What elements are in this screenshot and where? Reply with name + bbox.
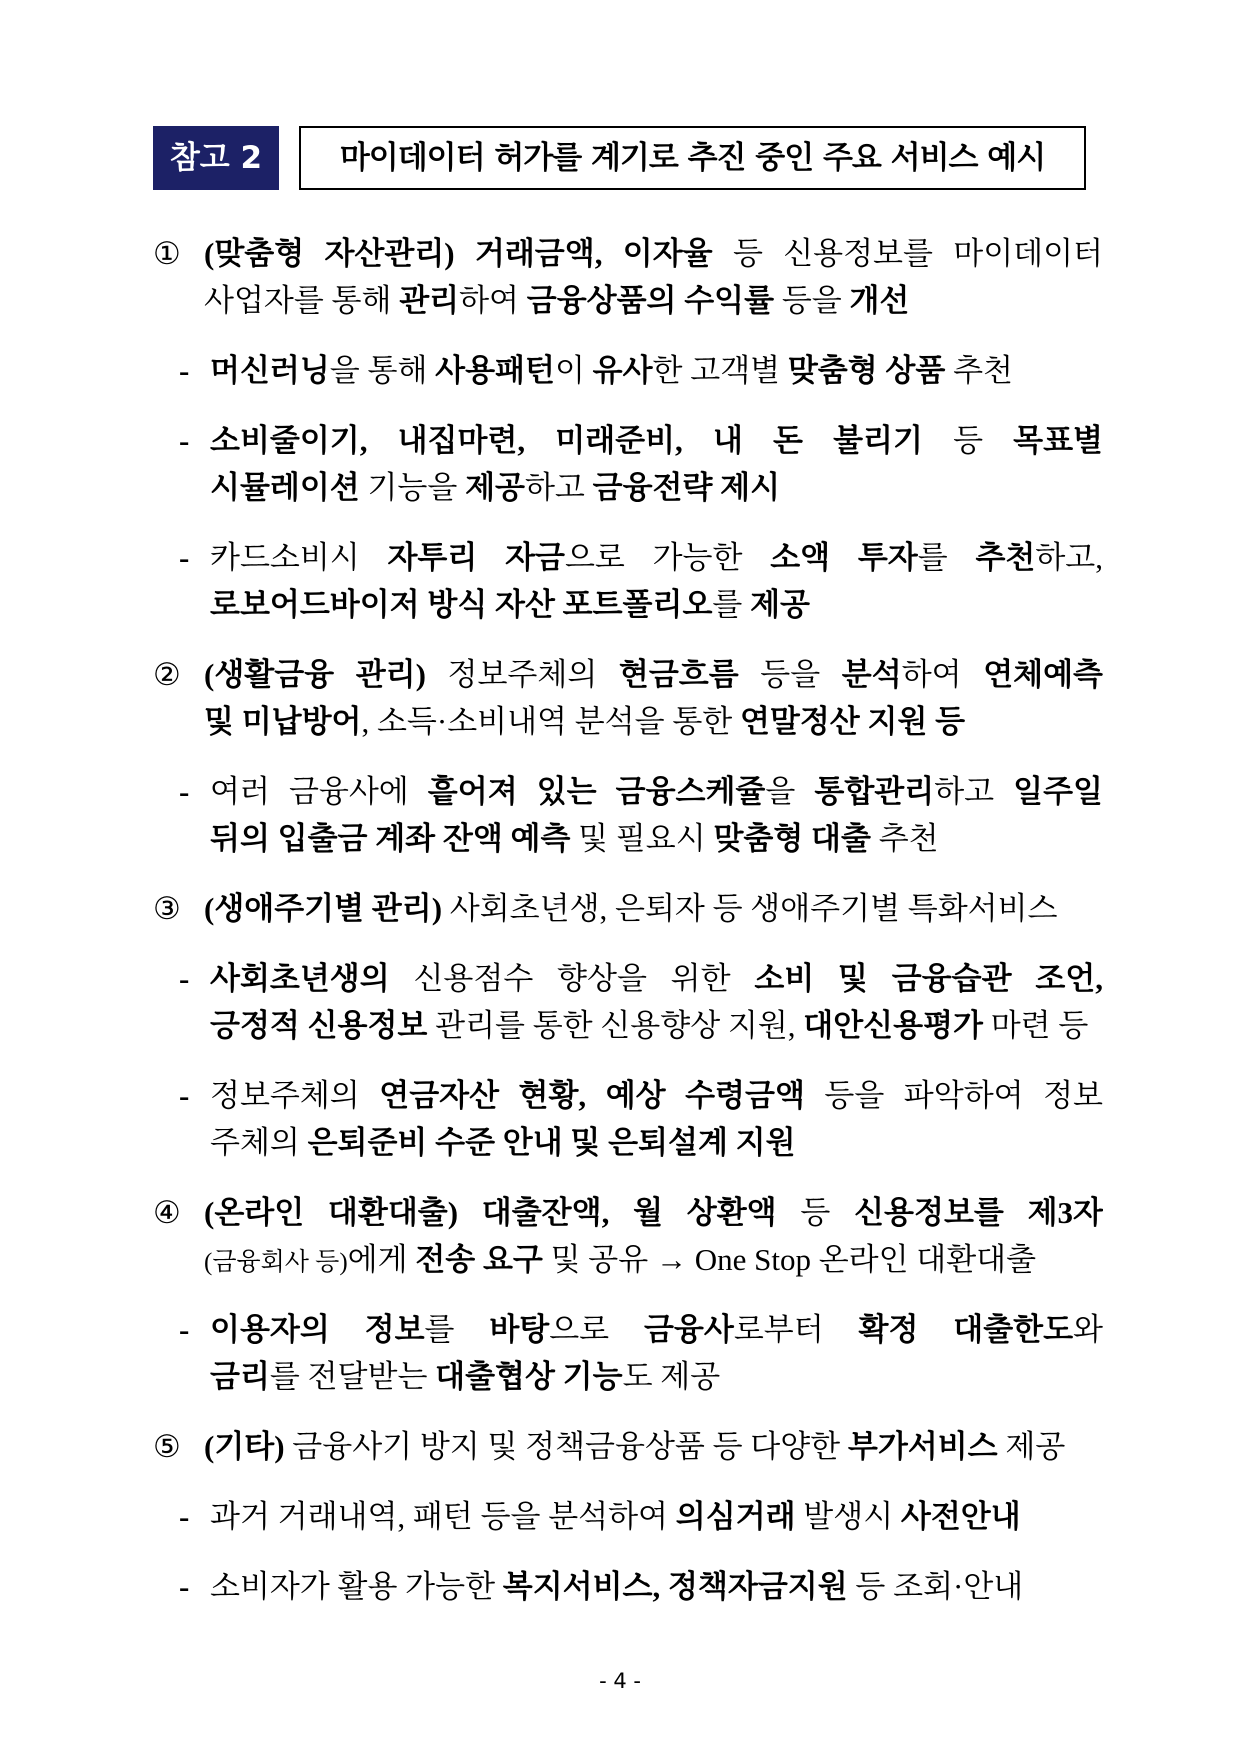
emphasis-text: 부가서비스 [847, 1429, 998, 1464]
bullet-dash: - [179, 423, 190, 458]
emphasis-text: 일주일 [1013, 774, 1103, 809]
item-number-marker: ① [153, 236, 181, 271]
body-text: 주체의 [210, 1125, 308, 1160]
body-text: 기능을 [359, 470, 466, 505]
item-number-marker: ④ [153, 1195, 181, 1230]
emphasis-text: 대안신용평가 [803, 1008, 983, 1043]
emphasis-text: 흩어져 있는 금융스케쥴 [427, 774, 766, 809]
item-number-marker: ③ [153, 891, 181, 926]
service-item-1 [153, 230, 1103, 324]
item-number-marker: ⑤ [153, 1429, 181, 1464]
emphasis-text: 자투리 자금 [387, 540, 565, 575]
body-text: 으로 [549, 1312, 644, 1347]
page-number: - 4 - [599, 1669, 641, 1693]
text-line [210, 815, 1103, 862]
emphasis-text: 연말정산 지원 등 [739, 704, 966, 739]
body-text: 하고 [934, 774, 1014, 809]
emphasis-text: 연금자산 현황, 예상 수령금액 [379, 1078, 805, 1113]
emphasis-text: 금융전략 제시 [592, 470, 781, 505]
emphasis-text: 맞춤형 상품 [787, 353, 946, 388]
emphasis-text: 및 미납방어 [204, 704, 362, 739]
text-line [210, 1119, 1103, 1166]
body-text: 등 [922, 423, 1014, 458]
emphasis-text: 금융상품의 수익률 [526, 283, 775, 318]
emphasis-text: 제공 [465, 470, 525, 505]
emphasis-text: 소액 투자 [770, 540, 918, 575]
service-item-2 [153, 651, 1103, 745]
emphasis-text: 유사 [592, 353, 653, 388]
body-text: 사회초년생, 은퇴자 등 생애주기별 특화서비스 [442, 891, 1058, 926]
text-line [204, 1189, 1103, 1236]
emphasis-text: (생애주기별 관리) [204, 891, 443, 926]
bullet-dash: - [179, 961, 190, 996]
body-text: 발생시 [795, 1499, 901, 1534]
emphasis-text: 소비줄이기, 내집마련, 미래준비, 내 돈 불리기 [210, 423, 923, 458]
body-text: 카드소비시 [210, 540, 388, 575]
note-text: (금융회사 등) [204, 1249, 348, 1276]
emphasis-text: 맞춤형 대출 [713, 821, 871, 856]
text-line [210, 768, 1103, 815]
emphasis-text: 금리 [210, 1359, 270, 1394]
bullet-dash: - [179, 540, 190, 575]
text-line [210, 1072, 1103, 1119]
body-text: 와 [1073, 1312, 1103, 1347]
text-line [204, 1423, 1103, 1470]
emphasis-text: 로보어드바이저 방식 자산 포트폴리오 [210, 587, 713, 622]
bullet-dash: - [179, 1569, 190, 1604]
text-line [210, 1306, 1103, 1353]
text-line [204, 230, 1103, 277]
body-text: 으로 가능한 [564, 540, 771, 575]
body-text: 등을 파악하여 정보 [804, 1078, 1103, 1113]
emphasis-text: 제공 [750, 587, 810, 622]
body-text: 및 필요시 [570, 821, 714, 856]
body-text: 추천 [870, 821, 939, 856]
text-line [210, 1493, 1103, 1540]
body-text: 를 [424, 1312, 490, 1347]
body-text: 를 전달받는 [269, 1359, 436, 1394]
body-text: 과거 거래내역, 패턴 등을 분석하여 [210, 1499, 676, 1534]
emphasis-text: (맞춤형 자산관리) 거래금액, 이자율 [204, 236, 713, 271]
sub-item [153, 1493, 1103, 1540]
sub-item [153, 534, 1103, 628]
body-text: 하고, [1035, 540, 1103, 575]
body-text: 정보주체의 [425, 657, 619, 692]
emphasis-text: 머신러닝 [210, 353, 330, 388]
body-text: 하고 [524, 470, 593, 505]
reference-label: 참고 2 [153, 126, 279, 190]
text-line [210, 534, 1103, 581]
body-text: 소비자가 활용 가능한 [210, 1569, 503, 1604]
body-text: 등을 [738, 657, 842, 692]
body-text: 를 [917, 540, 976, 575]
sub-item [153, 768, 1103, 862]
bullet-dash: - [179, 1499, 190, 1534]
emphasis-text: 확정 대출한도 [858, 1312, 1074, 1347]
sub-item [153, 417, 1103, 511]
body-text: 을 통해 [329, 353, 436, 388]
body-text: 도 제공 [622, 1359, 721, 1394]
emphasis-text: 목표별 [1013, 423, 1103, 458]
emphasis-text: 관리 [399, 283, 460, 318]
emphasis-text: 연체예측 [983, 657, 1103, 692]
body-text: 등 [776, 1195, 855, 1230]
body-text: 마련 등 [982, 1008, 1089, 1043]
text-line [210, 347, 1103, 394]
emphasis-text: 시뮬레이션 [210, 470, 360, 505]
emphasis-text: 소비 및 금융습관 조언, [754, 961, 1103, 996]
emphasis-text: 바탕 [489, 1312, 550, 1347]
emphasis-text: 개선 [849, 283, 910, 318]
sub-item [153, 347, 1103, 394]
emphasis-text: 의심거래 [675, 1499, 796, 1534]
emphasis-text: (생활금융 관리) [204, 657, 426, 692]
body-text: 사업자를 통해 [204, 283, 400, 318]
emphasis-text: 이용자의 정보 [210, 1312, 425, 1347]
emphasis-text: 사전안내 [900, 1499, 1021, 1534]
body-text: 하여 [459, 283, 527, 318]
body-text: 및 공유 → One Stop 온라인 대환대출 [542, 1242, 1037, 1277]
emphasis-text: 대출협상 기능 [435, 1359, 623, 1394]
emphasis-text: 전송 요구 [415, 1242, 543, 1277]
body-text: 신용점수 향상을 위한 [389, 961, 755, 996]
body-text: 등 신용정보를 마이데이터 [712, 236, 1103, 271]
emphasis-text: 사회초년생의 [210, 961, 390, 996]
text-line [210, 417, 1103, 464]
sub-item [153, 1563, 1103, 1610]
emphasis-text: 금융사 [643, 1312, 734, 1347]
text-line [204, 885, 1103, 932]
emphasis-text: 분석 [841, 657, 902, 692]
body-text: 등을 [774, 283, 850, 318]
body-text: 금융사기 방지 및 정책금융상품 등 다양한 [284, 1429, 848, 1464]
service-examples-list [153, 230, 1103, 1610]
body-text: 관리를 통한 신용향상 지원, [427, 1008, 804, 1043]
text-line [210, 1002, 1103, 1049]
bullet-dash: - [179, 774, 190, 809]
body-text: 하여 [901, 657, 984, 692]
item-number-marker: ② [153, 657, 181, 692]
body-text: 정보주체의 [210, 1078, 380, 1113]
page-title: 마이데이터 허가를 계기로 추진 중인 주요 서비스 예시 [299, 126, 1086, 190]
emphasis-text: 뒤의 입출금 계좌 잔액 예측 [210, 821, 571, 856]
body-text: 여러 금융사에 [210, 774, 428, 809]
body-text: 한 고객별 [652, 353, 788, 388]
sub-item [153, 955, 1103, 1049]
text-line [210, 1353, 1103, 1400]
emphasis-text: 복지서비스, 정책자금지원 [502, 1569, 848, 1604]
service-item-3 [153, 885, 1103, 932]
emphasis-text: (온라인 대환대출) 대출잔액, 월 상환액 [204, 1195, 777, 1230]
body-text: 제공 [997, 1429, 1066, 1464]
bullet-dash: - [179, 353, 190, 388]
emphasis-text: 추천 [975, 540, 1036, 575]
body-text: 를 [712, 587, 751, 622]
service-item-4 [153, 1189, 1103, 1283]
emphasis-text: 긍정적 신용정보 [210, 1008, 428, 1043]
body-text: 등 조회·안내 [847, 1569, 1024, 1604]
bullet-dash: - [179, 1078, 190, 1113]
body-text: , 소득·소비내역 분석을 통한 [361, 704, 740, 739]
text-line [204, 1236, 1103, 1283]
body-text: 을 [765, 774, 815, 809]
text-line [204, 651, 1103, 698]
body-text: 추천 [945, 353, 1013, 388]
text-line [210, 955, 1103, 1002]
text-line [204, 277, 1103, 324]
text-line [210, 464, 1103, 511]
text-line [210, 1563, 1103, 1610]
emphasis-text: 현금흐름 [618, 657, 739, 692]
sub-item [153, 1072, 1103, 1166]
sub-item [153, 1306, 1103, 1400]
emphasis-text: 신용정보를 제3자 [854, 1195, 1103, 1230]
emphasis-text: 사용패턴 [435, 353, 555, 388]
service-item-5 [153, 1423, 1103, 1470]
body-text: 에게 [347, 1242, 416, 1277]
text-line [204, 698, 1103, 745]
body-text: 로부터 [733, 1312, 859, 1347]
body-text: 이 [554, 353, 593, 388]
emphasis-text: 통합관리 [814, 774, 935, 809]
text-line [210, 581, 1103, 628]
emphasis-text: (기타) [204, 1429, 285, 1464]
bullet-dash: - [179, 1312, 190, 1347]
emphasis-text: 은퇴준비 수준 안내 및 은퇴설계 지원 [307, 1125, 796, 1160]
